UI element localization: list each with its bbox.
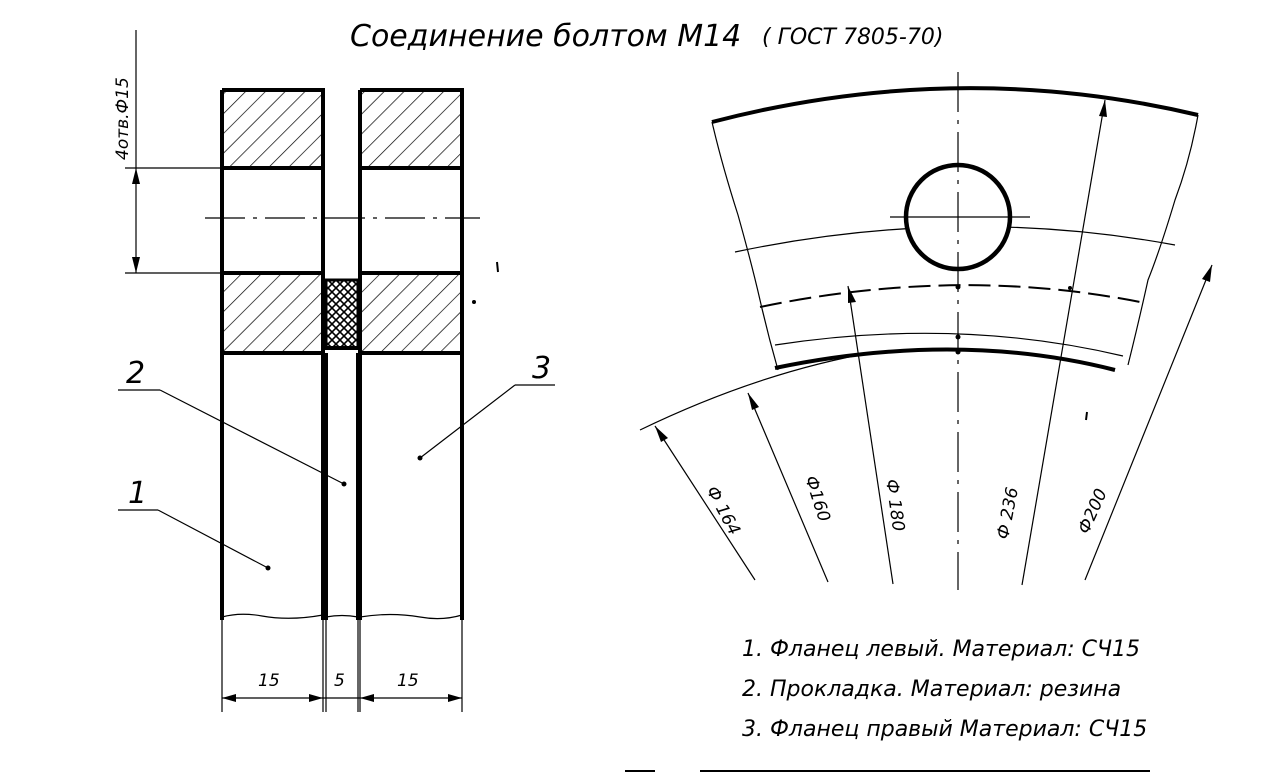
flange-inner-edge (775, 349, 1115, 370)
flange-plan-view (640, 72, 1212, 590)
section-view (113, 30, 555, 712)
gasket-section (326, 280, 358, 348)
diameter-236-label: Ф 236 (993, 485, 1023, 541)
flange-right-break (1128, 115, 1198, 365)
right-flange-top-hatch (360, 90, 462, 168)
gasket-arc-dashed (760, 285, 1140, 307)
parts-legend (742, 637, 1147, 742)
right-flange-bottom-hatch (360, 273, 462, 353)
legend-item-3: 3. Фланец правый Материал: СЧ15 (742, 717, 1148, 742)
inner-arc-thin (775, 333, 1123, 356)
diameter-164-label: Ф 164 (701, 482, 744, 539)
diameter-160-label: Ф160 (800, 473, 834, 525)
hole-note: 4отв.Ф15 (113, 77, 133, 160)
break-line-right (360, 615, 462, 619)
dim-left-width: 15 (258, 671, 280, 691)
diameter-200-label: Ф200 (1074, 485, 1112, 538)
legend-item-2: 2. Прокладка. Материал: резина (742, 677, 1122, 702)
callout-part-3: 3 (532, 351, 552, 386)
dim-gap-width: 5 (334, 671, 345, 691)
callout-part-1: 1 (128, 476, 148, 511)
callout-part-2: 2 (126, 356, 146, 391)
legend-item-1: 1. Фланец левый. Материал: СЧ15 (742, 637, 1141, 662)
standard-reference: ( ГОСТ 7805-70) (762, 25, 944, 50)
drawing-title: Соединение болтом М14 (350, 19, 742, 54)
diameter-180-label: Ф 180 (881, 477, 909, 533)
dim-right-width: 15 (397, 671, 419, 691)
flange-outer-edge (712, 88, 1198, 122)
left-flange-top-hatch (222, 90, 323, 168)
break-line-left (222, 614, 323, 618)
left-flange-bottom-hatch (222, 273, 323, 353)
